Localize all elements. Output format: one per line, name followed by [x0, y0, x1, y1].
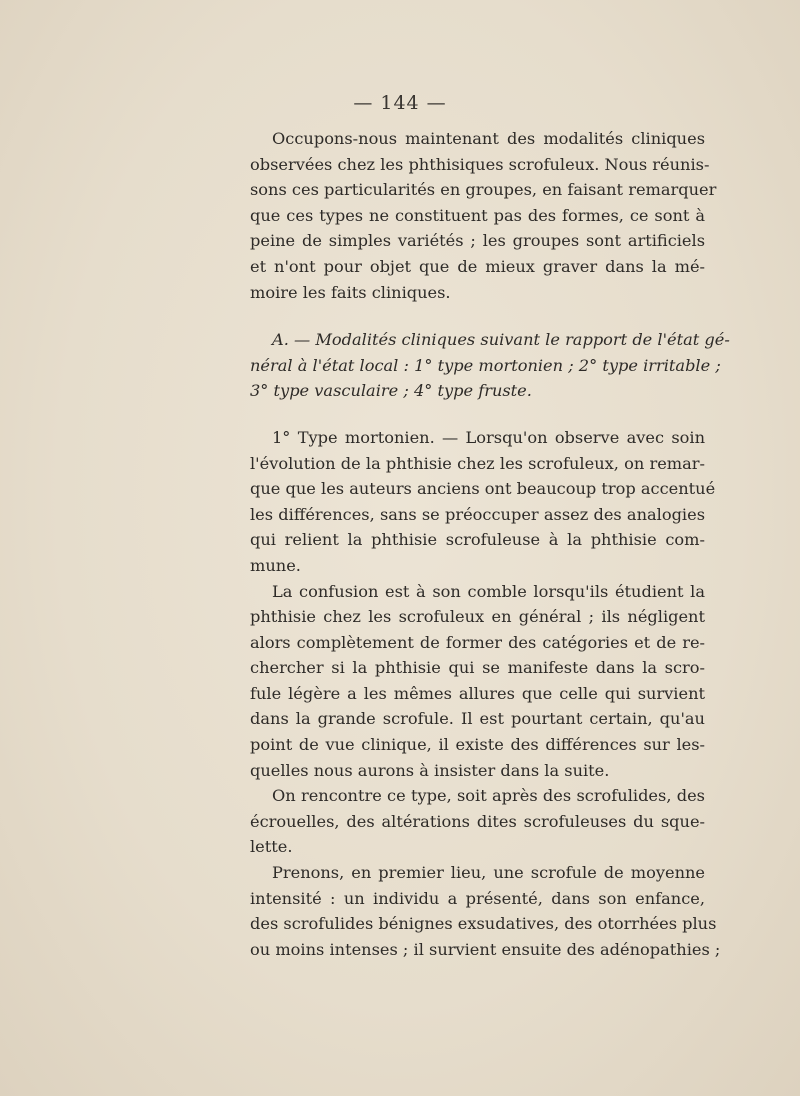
paragraph-rencontre [250, 783, 705, 860]
text-line: lette. [250, 837, 293, 857]
text-line: ou moins intenses ; il survient ensuite des adénopathies ; [250, 939, 721, 959]
text-line: intensité : un individu a présenté, dans son enfance, [250, 888, 705, 908]
text-line: 1° Type mortonien. — Lorsqu'on observe avec soin [272, 427, 705, 447]
paragraph-section-a [250, 327, 730, 404]
text-line: La confusion est à son comble lorsqu'ils étudient la [272, 581, 705, 601]
text-line: quelles nous aurons à insister dans la suite. [250, 760, 610, 780]
text-line: On rencontre ce type, soit après des scrofulides, des [272, 786, 705, 806]
text-line: les différences, sans se préoccuper assez des analogies [250, 504, 705, 524]
text-line: phthisie chez les scrofuleux en général ; ils négligent [250, 607, 705, 627]
paragraph-confusion [250, 579, 705, 784]
text-line: peine de simples variétés ; les groupes sont artificiels [250, 231, 705, 251]
text-line: observées chez les phthisiques scrofuleux. Nous réunis- [250, 154, 710, 174]
text-line: moire les faits cliniques. [250, 282, 451, 302]
text-line: chercher si la phthisie qui se manifeste dans la scro- [250, 658, 705, 678]
text-line: sons ces particularités en groupes, en faisant remarquer [250, 180, 717, 200]
paragraph-prenons [250, 860, 721, 962]
text-line: dans la grande scrofule. Il est pourtant certain, qu'au [250, 709, 705, 729]
text-line: et n'ont pour objet que de mieux graver dans la mé- [250, 256, 705, 276]
text-line: l'évolution de la phthisie chez les scrofuleux, on remar- [250, 453, 705, 473]
text-line: que ces types ne constituent pas des formes, ce sont à [250, 205, 705, 225]
paragraph-type-mortonien [250, 425, 716, 579]
text-line: fule légère a les mêmes allures que celle qui survient [250, 683, 705, 703]
text-line: mune. [250, 555, 301, 575]
text-line: que que les auteurs anciens ont beaucoup trop accentué [250, 479, 716, 499]
text-body [250, 126, 730, 962]
text-line: Occupons-nous maintenant des modalités cliniques [272, 129, 705, 148]
text-line: A. — Modalités cliniques suivant le rapport de l'état gé- [272, 330, 730, 350]
text-line: des scrofulides bénignes exsudatives, des otorrhées plus [250, 914, 717, 934]
paragraph-intro [250, 126, 717, 305]
text-line: 3° type vasculaire ; 4° type fruste. [250, 381, 532, 401]
text-line: qui relient la phthisie scrofuleuse à la phthisie com- [250, 530, 705, 550]
text-line: Prenons, en premier lieu, une scrofule de moyenne [272, 863, 705, 883]
text-line: néral à l'état local : 1° type mortonien ; 2° type irritable ; [250, 355, 721, 375]
page-number: — 144 — [353, 92, 447, 114]
text-line: alors complètement de former des catégories et de re- [250, 632, 705, 652]
text-line: écrouelles, des altérations dites scrofuleuses du sque- [250, 811, 705, 831]
text-line: point de vue clinique, il existe des différences sur les- [250, 735, 705, 755]
